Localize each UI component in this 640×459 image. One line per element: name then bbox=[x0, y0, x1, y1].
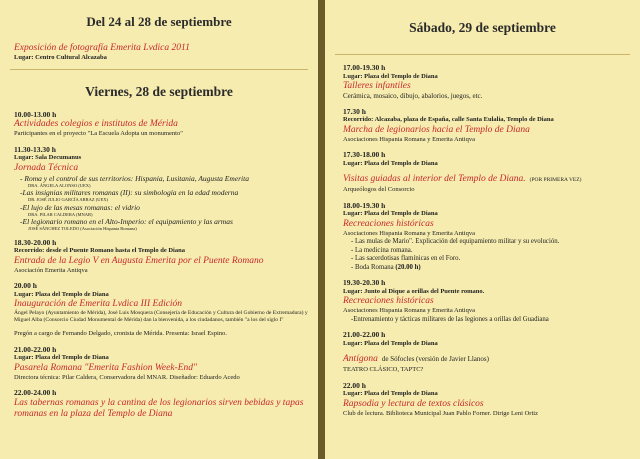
talk-title: -El lujo de las mesas romanas: el vidrio bbox=[20, 202, 140, 212]
event-desc: Asociaciones Hispania Romana y Emerita Antiqva bbox=[343, 135, 475, 143]
event-time: 18.30-20.00 h bbox=[14, 237, 57, 247]
event-location: Lugar: Plaza del Templo de Diana bbox=[14, 290, 109, 298]
event-time: 20.00 h bbox=[14, 281, 37, 290]
event-item bbox=[14, 281, 310, 339]
event-title: Recreaciones históricas bbox=[343, 296, 434, 306]
event-item bbox=[14, 238, 310, 276]
event-time: 18.00-19.30 h bbox=[343, 200, 386, 210]
event-time: 10.00-13.00 h bbox=[14, 109, 57, 119]
activity-item: -Entrenamiento y tácticas militares de las legiones a orillas del Guadiana bbox=[351, 315, 549, 323]
event-title: Talleres infantiles bbox=[343, 81, 411, 91]
event-time: 22.00-24.00 h bbox=[14, 388, 57, 397]
event-desc: Club de lectura. Biblioteca Municipal Juan Pablo Forner. Dirige Leni Ortiz bbox=[343, 409, 538, 417]
event-item bbox=[343, 63, 632, 101]
talk-author: DR. JOSÉ JULIO GARCÍA ARRAZ (UEX) bbox=[28, 197, 109, 202]
event-location: Lugar: Sala Decumanus bbox=[14, 154, 82, 161]
activity-item bbox=[351, 264, 632, 273]
divider bbox=[10, 69, 308, 70]
event-time: 17.00-19.30 h bbox=[343, 63, 386, 72]
event-title: Antígona bbox=[343, 354, 378, 364]
event-time: 11.30-13.30 h bbox=[14, 144, 56, 154]
activity-time: (20.00 h) bbox=[395, 263, 421, 271]
event-title: Rapsodia y lectura de textos clásicos bbox=[343, 398, 484, 409]
event-desc: TEATRO CLÁSICO, TAPTC? bbox=[343, 366, 424, 373]
event-title: Las tabernas romanas y la cantina de los legionarios sirven bebidas y tapas romanas en la plaza del Templo de Diana bbox=[14, 397, 304, 419]
event-desc: Participantes en el proyecto "La Escuela Adopta un monumento" bbox=[14, 130, 183, 137]
event-desc: Directora técnica: Pilar Caldera, Conservadora del MNAR. Diseñador: Eduardo Acedo bbox=[14, 373, 240, 381]
event-item bbox=[14, 345, 310, 383]
event-title: Inauguración de Emerita Lvdica III Edición bbox=[14, 299, 183, 309]
event-item bbox=[14, 145, 310, 232]
activity-item: - Las mulas de Mario". Explicación del equipamiento militar y su evolución. bbox=[351, 238, 560, 245]
divider bbox=[335, 54, 630, 55]
activity-item: - La medicina romana. bbox=[351, 246, 413, 254]
event-item bbox=[14, 388, 310, 420]
talk-author: DRA. PILAR CALDERA (MNAR) bbox=[28, 211, 93, 217]
event-desc-2: Pregón a cargo de Fernando Delgado, cronista de Mérida. Presenta: Israel Espino. bbox=[14, 330, 227, 337]
event-time: 21.00-22.00 h bbox=[14, 344, 57, 354]
event-item bbox=[14, 110, 310, 139]
event-time: 17.30 h bbox=[343, 106, 366, 116]
event-exposicion bbox=[14, 43, 310, 63]
event-location: Recorrido: Alcazaba, plaza de España, calle Santa Eulalia, Templo de Diana bbox=[343, 116, 554, 123]
event-location: Lugar: Plaza del Templo de Diana bbox=[343, 390, 438, 397]
event-time: 21.00-22.00 h bbox=[343, 330, 386, 339]
event-location: Lugar: Plaza del Templo de Diana bbox=[14, 354, 109, 361]
event-title: Recreaciones históricas bbox=[343, 218, 434, 229]
event-item bbox=[343, 150, 632, 195]
activity-item: - Las sacerdotisas flamínicas en el Foro. bbox=[351, 255, 461, 262]
event-item bbox=[343, 330, 632, 375]
event-desc: Asociaciones Hispania Romana y Emerita Antiqva bbox=[343, 307, 475, 314]
event-title: Actividades colegios e institutos de Mérida bbox=[14, 119, 178, 129]
saturday-header: Sábado, 29 de septiembre bbox=[409, 20, 556, 35]
event-item bbox=[343, 107, 632, 145]
talk-title: - Roma y el control de sus territorios: Hispania, Lusitania, Augusta Emerita bbox=[20, 173, 249, 183]
talk-title: -El legionario romano en el Alto-Imperio: el equipamiento y las armas bbox=[20, 217, 233, 226]
event-time: 19.30-20.30 h bbox=[343, 278, 386, 287]
event-location: Lugar: Plaza del Templo de Diana bbox=[343, 159, 438, 167]
talk-author: DRA. ÁNGELA ALONSO (UEX) bbox=[28, 182, 91, 188]
event-location: Lugar: Plaza del Templo de Diana bbox=[343, 339, 438, 347]
event-title: Visitas guiadas al interior del Templo de Diana. bbox=[343, 174, 526, 184]
event-note: (POR PRIMERA VEZ) bbox=[529, 177, 582, 183]
event-time: 22.00 h bbox=[343, 380, 366, 390]
event-location: Lugar: Junto al Dique a orillas del Puente romano. bbox=[343, 287, 485, 295]
event-title: Exposición de fotografía Emerita Lvdica 2011 bbox=[14, 43, 190, 53]
event-location: Recorrido: desde el Puente Romano hasta el Templo de Diana bbox=[14, 247, 185, 254]
event-title: Pasarela Romana "Emerita Fashion Week-End" bbox=[14, 362, 197, 373]
event-item bbox=[343, 381, 632, 419]
event-item bbox=[343, 278, 632, 324]
friday-header: Viernes, 28 de septiembre bbox=[85, 83, 233, 99]
right-page bbox=[325, 0, 640, 459]
event-title: Entrada de la Legio V en Augusta Emerita por el Puente Romano bbox=[14, 255, 264, 266]
event-time: 17.30-18.00 h bbox=[343, 150, 386, 159]
event-location: Lugar: Plaza del Templo de Diana bbox=[343, 210, 438, 217]
event-location: Lugar: Centro Cultural Alcazaba bbox=[14, 54, 107, 61]
talk-author: JOSÉ SÁNCHEZ TOLEDO (Asociación Hispania Romana) bbox=[28, 226, 137, 231]
event-title: Marcha de legionarios hacia el Templo de Diana bbox=[343, 124, 530, 135]
event-desc: Asociación Emerita Antiqva bbox=[14, 266, 88, 274]
event-title-rest: de Sófocles (versión de Javier Llanos) bbox=[381, 355, 489, 363]
event-desc: Ángel Pelayo (Ayuntamiento de Mérida), José Luis Mosquera (Consejería de Educación y Cultura del Gobierno de Extremadura) y Miguel Alba (Consorcio Ciudad Monumental de Mérida) dan la bienvenida, a los ciudadanos, también "a los del siglo I" bbox=[14, 310, 308, 323]
event-title: Jornada Técnica bbox=[14, 162, 79, 173]
event-desc: Arqueólogos del Consorcio bbox=[343, 186, 415, 193]
event-item bbox=[343, 201, 632, 273]
activity-text: - Boda Romana bbox=[351, 263, 394, 271]
event-location: Lugar: Plaza del Templo de Diana bbox=[343, 72, 438, 80]
left-page bbox=[0, 0, 318, 459]
talk-title: -Las insignias militares romanas (II): su simbología en la edad moderna bbox=[20, 188, 239, 197]
date-range-header: Del 24 al 28 de septiembre bbox=[86, 14, 232, 29]
event-desc: Asociaciones Hispania Romana y Emerita Antiqva bbox=[343, 229, 475, 237]
event-desc: Cerámica, mosaico, dibujo, abalorios, juegos, etc. bbox=[343, 92, 483, 100]
